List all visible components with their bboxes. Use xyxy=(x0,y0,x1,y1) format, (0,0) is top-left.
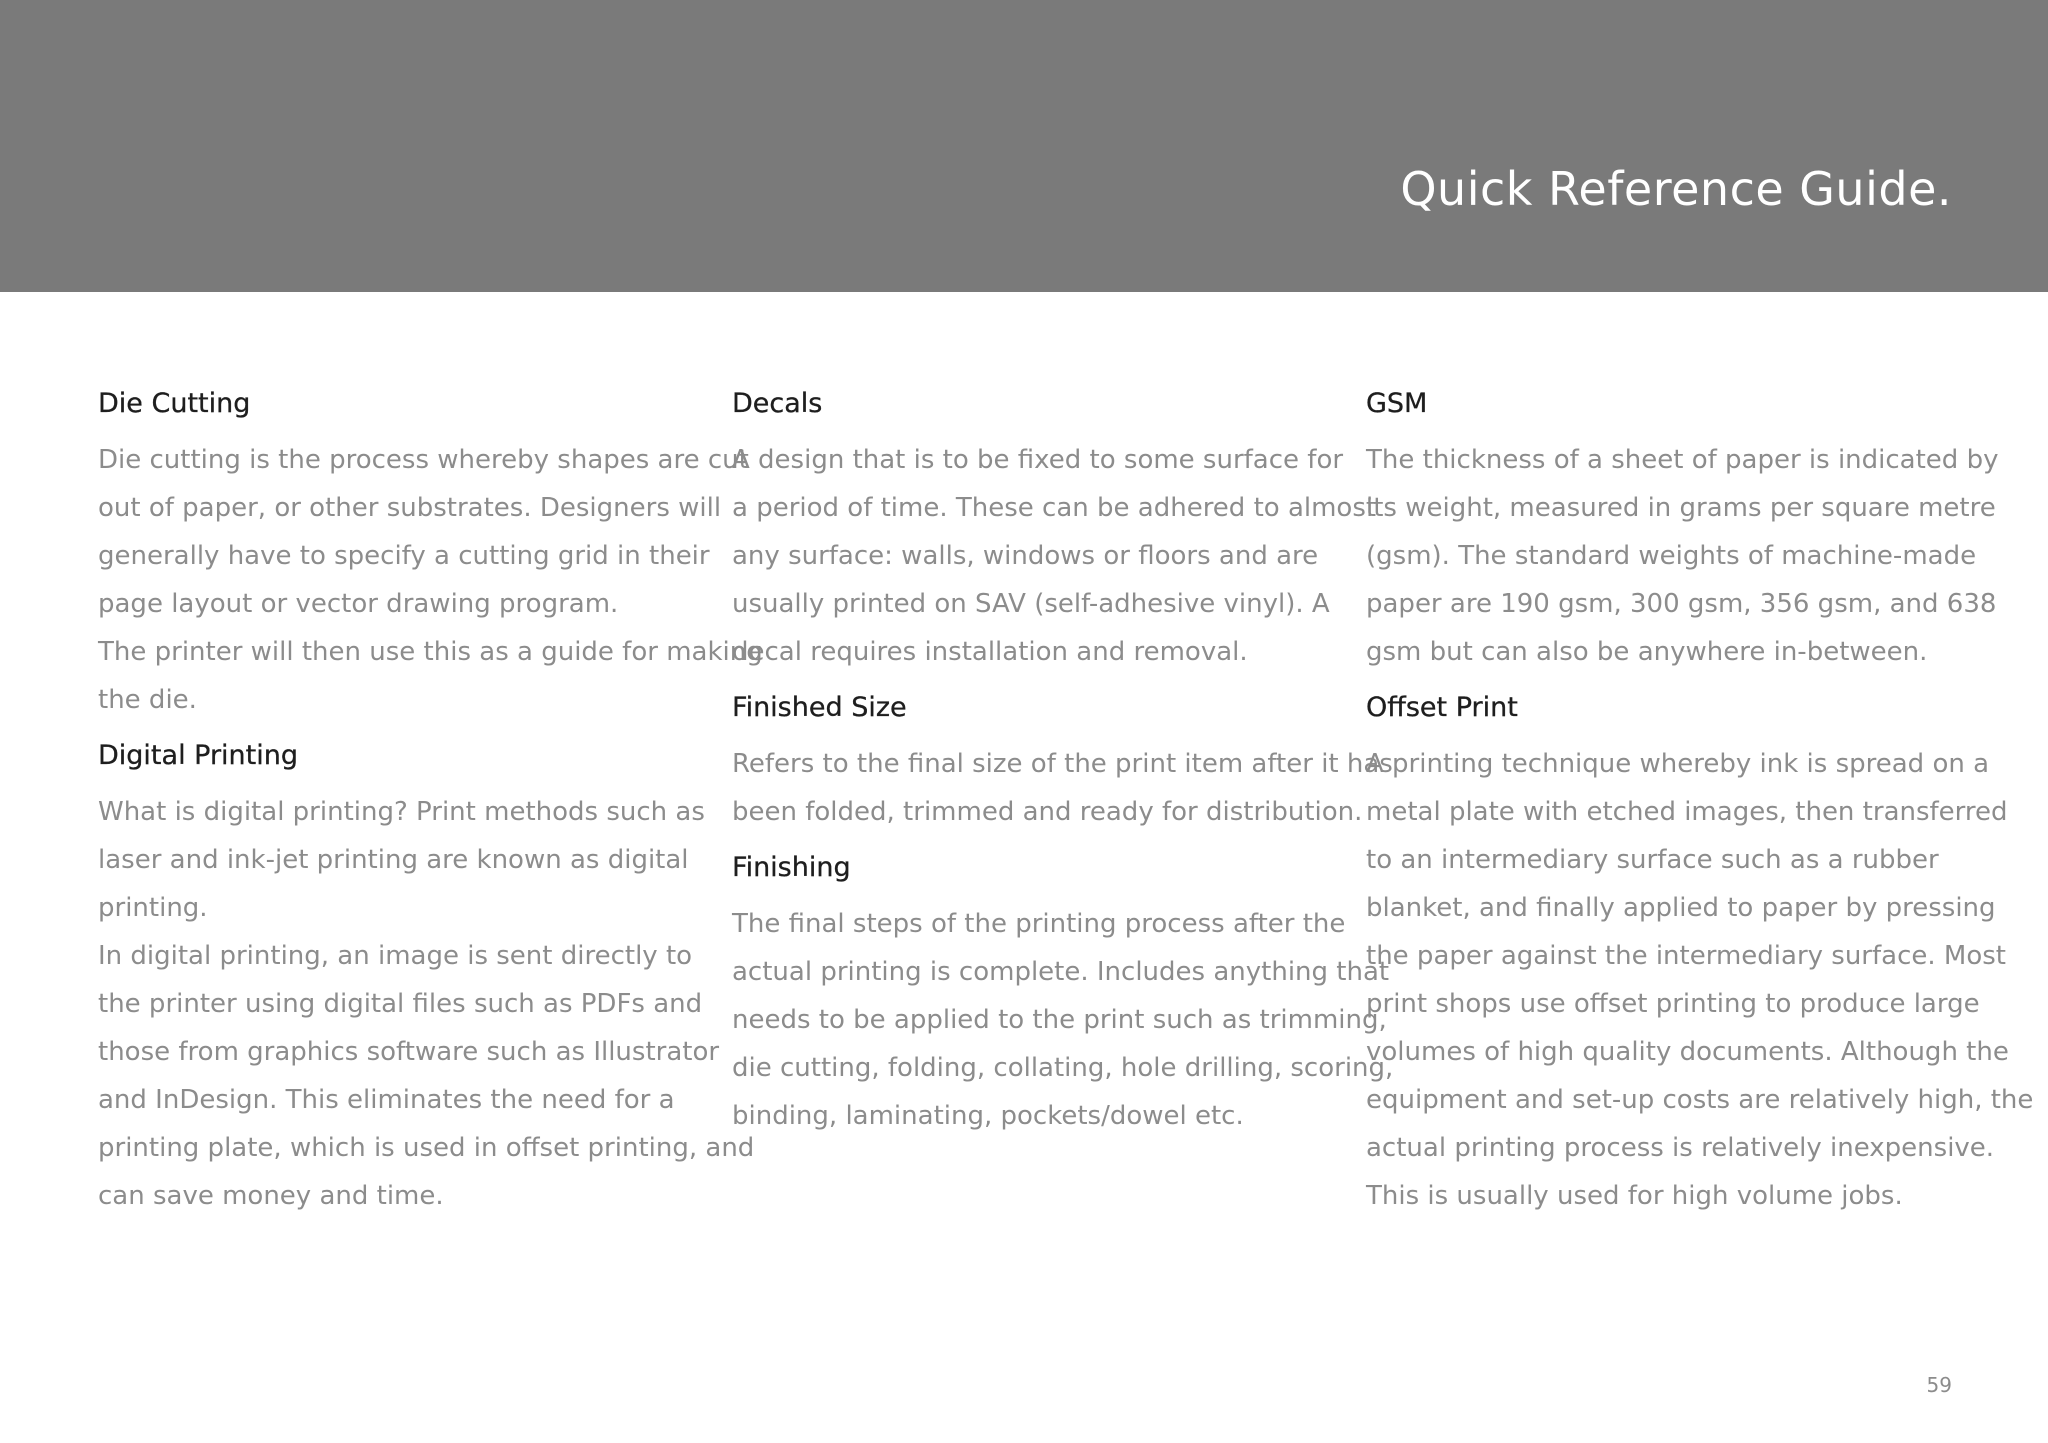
glossary-term-heading: Finished Size xyxy=(732,692,907,723)
glossary-term-heading: Digital Printing xyxy=(98,740,299,771)
glossary-definition-line: its weight, measured in grams per square metre xyxy=(1366,493,1996,523)
glossary-column-1 xyxy=(98,382,763,1220)
glossary-column-2 xyxy=(732,382,1394,1140)
glossary-definition-line: to an intermediary surface such as a rubber xyxy=(1366,845,1939,875)
glossary-definition-line: printing plate, which is used in offset printing, and xyxy=(98,1133,755,1163)
glossary-entry-decals xyxy=(732,382,1377,676)
glossary-definition-line: printing. xyxy=(98,893,208,923)
glossary-definition-line: usually printed on SAV (self-adhesive vinyl). A xyxy=(732,589,1330,619)
glossary-definition-line: out of paper, or other substrates. Designers will xyxy=(98,493,722,523)
glossary-definition-line: any surface: walls, windows or floors and are xyxy=(732,541,1319,571)
glossary-entry-finished-size xyxy=(732,686,1393,836)
page-number: 59 xyxy=(1926,1373,1952,1397)
glossary-term-heading: Die Cutting xyxy=(98,388,251,419)
glossary-entry-gsm xyxy=(1366,382,1999,676)
glossary-definition-line: those from graphics software such as Illustrator xyxy=(98,1037,720,1067)
glossary-column-3 xyxy=(1366,382,2034,1220)
glossary-entry-digital-printing xyxy=(98,734,755,1220)
header-band xyxy=(0,0,2048,292)
glossary-definition-line: A printing technique whereby ink is spread on a xyxy=(1366,749,1990,779)
glossary-entry-die-cutting xyxy=(98,382,763,724)
glossary-definition-line: decal requires installation and removal. xyxy=(732,637,1248,667)
glossary-definition-line: gsm but can also be anywhere in-between. xyxy=(1366,637,1928,667)
glossary-definition-line: Die cutting is the process whereby shapes are cut xyxy=(98,445,749,475)
glossary-term-heading: Decals xyxy=(732,388,823,419)
glossary-definition-line: page layout or vector drawing program. xyxy=(98,589,619,619)
glossary-definition-line: metal plate with etched images, then transferred xyxy=(1366,797,2008,827)
glossary-definition-line: The thickness of a sheet of paper is indicated by xyxy=(1366,445,1999,475)
glossary-definition-line: binding, laminating, pockets/dowel etc. xyxy=(732,1101,1244,1131)
glossary-definition-line: the paper against the intermediary surface. Most xyxy=(1366,941,2006,971)
glossary-definition-line: and InDesign. This eliminates the need for a xyxy=(98,1085,675,1115)
glossary-definition-line: The printer will then use this as a guide for making xyxy=(98,637,763,667)
glossary-definition-line: actual printing is complete. Includes anything that xyxy=(732,957,1390,987)
glossary-entry-finishing xyxy=(732,846,1394,1140)
page-title: Quick Reference Guide. xyxy=(1400,162,1952,216)
glossary-definition-line: paper are 190 gsm, 300 gsm, 356 gsm, and 638 xyxy=(1366,589,1997,619)
glossary-definition-line: This is usually used for high volume jobs. xyxy=(1366,1181,1903,1211)
glossary-definition-line: the printer using digital files such as PDFs and xyxy=(98,989,703,1019)
glossary-definition-line: equipment and set-up costs are relatively high, the xyxy=(1366,1085,2034,1115)
glossary-definition-line: been folded, trimmed and ready for distribution. xyxy=(732,797,1363,827)
glossary-definition-line: (gsm). The standard weights of machine-made xyxy=(1366,541,1977,571)
glossary-entry-offset-print xyxy=(1366,686,2034,1220)
glossary-definition-line: volumes of high quality documents. Although the xyxy=(1366,1037,2009,1067)
glossary-definition-line: actual printing process is relatively inexpensive. xyxy=(1366,1133,1995,1163)
glossary-definition-line: a period of time. These can be adhered to almost xyxy=(732,493,1377,523)
glossary-definition-line: laser and ink-jet printing are known as digital xyxy=(98,845,689,875)
glossary-definition-line: can save money and time. xyxy=(98,1181,444,1211)
glossary-definition-line: Refers to the final size of the print item after it has xyxy=(732,749,1393,779)
glossary-definition-line: the die. xyxy=(98,685,197,715)
glossary-term-heading: GSM xyxy=(1366,388,1428,419)
glossary-definition-line: die cutting, folding, collating, hole drilling, scoring, xyxy=(732,1053,1394,1083)
glossary-definition-line: generally have to specify a cutting grid in their xyxy=(98,541,710,571)
glossary-definition-line: The final steps of the printing process after the xyxy=(732,909,1346,939)
glossary-term-heading: Offset Print xyxy=(1366,692,1518,723)
glossary-definition-line: blanket, and finally applied to paper by pressing xyxy=(1366,893,1996,923)
glossary-definition-line: What is digital printing? Print methods such as xyxy=(98,797,705,827)
glossary-definition-line: A design that is to be fixed to some surface for xyxy=(732,445,1344,475)
glossary-definition-line: needs to be applied to the print such as trimming, xyxy=(732,1005,1387,1035)
glossary-term-heading: Finishing xyxy=(732,852,851,883)
glossary-definition-line: print shops use offset printing to produce large xyxy=(1366,989,1980,1019)
glossary-definition-line: In digital printing, an image is sent directly to xyxy=(98,941,693,971)
